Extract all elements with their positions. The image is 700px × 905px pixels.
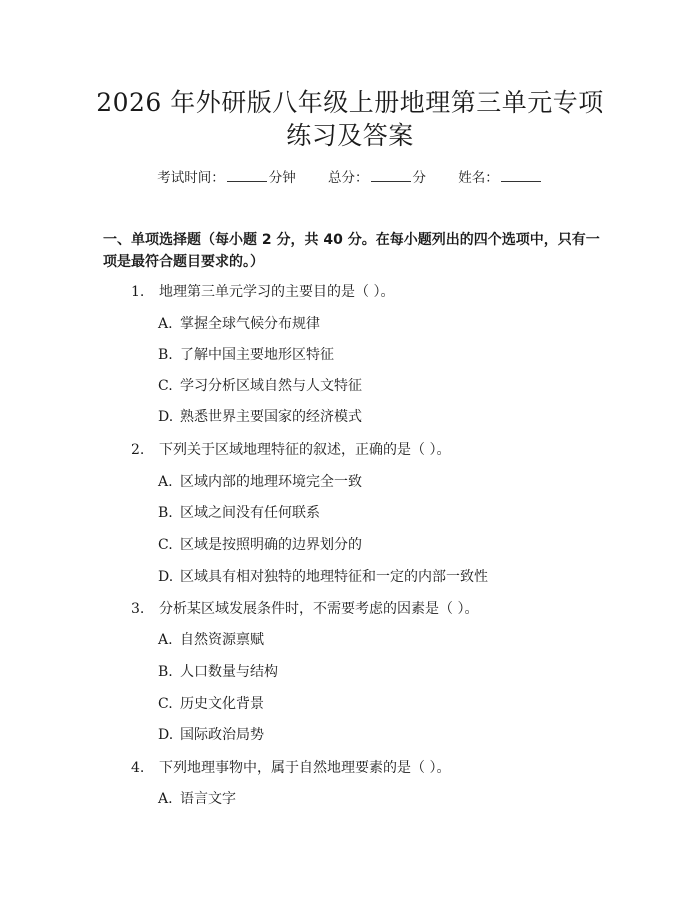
question-stem — [131, 758, 450, 778]
name-label: 姓名： — [458, 170, 499, 186]
option-letter: B. — [158, 505, 173, 521]
option-letter: C. — [158, 378, 173, 394]
option-text: 熟悉世界主要国家的经济模式 — [180, 409, 362, 425]
question-text: 地理第三单元学习的主要目的是（ ）。 — [159, 284, 395, 300]
exam-time-field — [157, 170, 296, 186]
question-text: 下列地理事物中，属于自然地理要素的是（ ）。 — [159, 760, 451, 776]
question-number: 1. — [131, 284, 145, 300]
option-text: 区域是按照明确的边界划分的 — [180, 537, 362, 553]
question-number: 3. — [131, 601, 145, 617]
option — [158, 725, 264, 745]
option — [158, 535, 362, 555]
question-stem — [131, 599, 478, 619]
option-text: 人口数量与结构 — [180, 664, 278, 680]
exam-meta-line — [0, 168, 700, 188]
option-letter: D. — [158, 569, 174, 585]
option — [158, 345, 334, 365]
option-letter: C. — [158, 696, 173, 712]
page-title-line2: 练习及答案 — [286, 121, 414, 150]
option-text: 语言文字 — [180, 791, 236, 807]
option-text: 国际政治局势 — [180, 727, 264, 743]
option — [158, 662, 278, 682]
option-text: 了解中国主要地形区特征 — [180, 347, 334, 363]
name-blank — [501, 169, 541, 182]
total-score-field — [328, 170, 426, 186]
question-stem — [131, 282, 394, 302]
option-letter: B. — [158, 664, 173, 680]
page-title: 2026 年外研版八年级上册地理第三单元专项 — [96, 88, 604, 117]
option-letter: A. — [158, 632, 173, 648]
option — [158, 376, 362, 396]
time-label: 考试时间： — [157, 170, 225, 186]
option-letter: A. — [158, 316, 173, 332]
option — [158, 567, 488, 587]
question-number: 4. — [131, 760, 145, 776]
option — [158, 314, 320, 334]
question-number: 2. — [131, 442, 145, 458]
option-letter: D. — [158, 727, 174, 743]
option-text: 区域之间没有任何联系 — [180, 505, 320, 521]
name-field — [458, 170, 543, 186]
option-letter: C. — [158, 537, 173, 553]
option-text: 掌握全球气候分布规律 — [180, 316, 320, 332]
option — [158, 789, 236, 809]
option-text: 区域内部的地理环境完全一致 — [180, 474, 362, 490]
score-unit: 分 — [412, 170, 426, 186]
question-text: 下列关于区域地理特征的叙述，正确的是（ ）。 — [159, 442, 451, 458]
option — [158, 472, 362, 492]
option-letter: B. — [158, 347, 173, 363]
option-text: 历史文化背景 — [180, 696, 264, 712]
option-letter: A. — [158, 474, 173, 490]
option — [158, 630, 264, 650]
option — [158, 503, 320, 523]
option-text: 区域具有相对独特的地理特征和一定的内部一致性 — [180, 569, 488, 585]
section-heading: 一、单项选择题（每小题 2 分，共 40 分。在每小题列出的四个选项中，只有一项是最符合题目要求的。） — [103, 232, 600, 270]
time-blank — [227, 169, 267, 182]
question-stem — [131, 440, 450, 460]
option — [158, 407, 362, 427]
score-blank — [371, 169, 411, 182]
question-text: 分析某区域发展条件时，不需要考虑的因素是（ ）。 — [159, 601, 479, 617]
time-unit: 分钟 — [268, 170, 296, 186]
option-text: 学习分析区域自然与人文特征 — [180, 378, 362, 394]
option-text: 自然资源禀赋 — [180, 632, 264, 648]
option-letter: A. — [158, 791, 173, 807]
option-letter: D. — [158, 409, 174, 425]
score-label: 总分： — [328, 170, 369, 186]
option — [158, 694, 264, 714]
